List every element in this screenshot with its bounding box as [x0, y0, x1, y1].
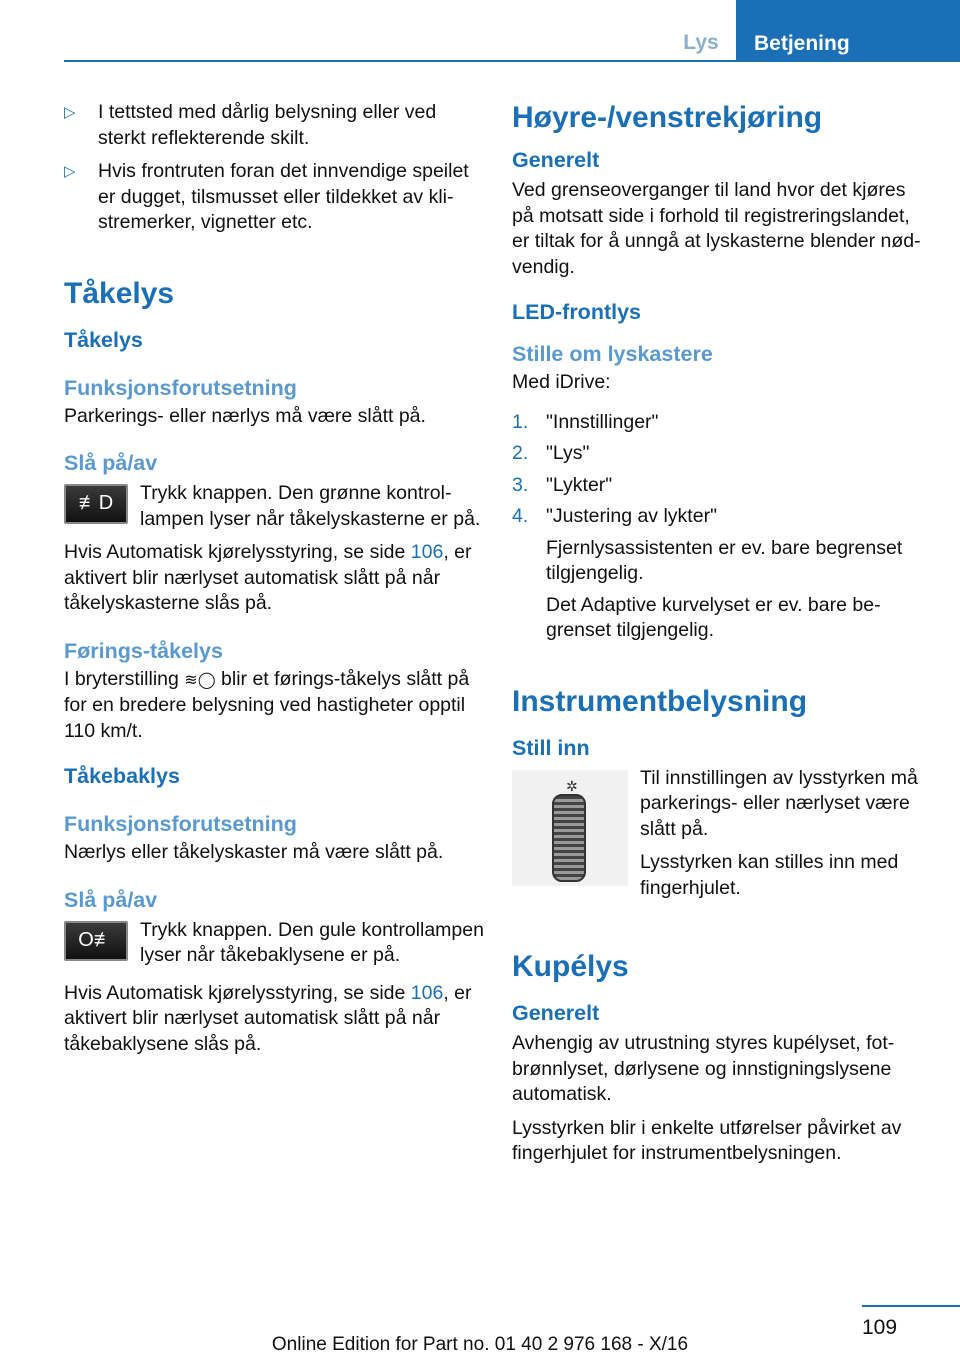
- heading-rear-fog: Tåkebaklys: [64, 764, 180, 788]
- bullet-text: I tettsted med dårlig belysning eller ved sterkt reflekterende skilt.: [98, 101, 437, 149]
- cabin-text: Avhengig av utrustning styres kupélyset, fotbrønnlyset, dørlysene og innstigningslysene automatisk.: [512, 1032, 895, 1105]
- page-link[interactable]: 106: [410, 541, 444, 563]
- sub-note: Fjernlysassistenten er ev. bare begrenset tilgjengelig.: [546, 536, 903, 584]
- front-fog-button-row: [64, 481, 484, 532]
- heading-general: Generelt: [512, 1001, 600, 1025]
- auto-light-text: Hvis Automatisk kjørelysstyring, se side 106, er aktivert blir nærlyset automatisk slått på når tåkelyskasterne slås på.: [64, 541, 472, 614]
- sub-note: Det Adaptive kurvelyset er ev. bare begrenset tilgjengelig.: [546, 593, 881, 641]
- steps-list: [512, 410, 932, 530]
- triangle-bullet-icon: ▷: [64, 104, 76, 121]
- list-item: [64, 100, 484, 151]
- list-item: 2. "Lys": [512, 442, 590, 464]
- heading-adjust: Stille om lyskastere: [512, 342, 713, 366]
- rear-fog-light-icon: O≢: [64, 921, 128, 961]
- list-item: [64, 159, 484, 236]
- cabin-text: Lysstyrken blir i enkelte utførelser påvirket av fingerhjulet for instrumentbelysningen.: [512, 1116, 902, 1164]
- set-text: Til innstillingen av lysstyrken må parkerings- eller nærlyset være slått på.: [640, 766, 918, 840]
- header-rule: [64, 60, 736, 62]
- footer-rule: [862, 1305, 960, 1307]
- brightness-icon: ✲: [566, 777, 578, 794]
- page-link[interactable]: 106: [410, 981, 444, 1004]
- heading-on-off: Slå på/av: [64, 887, 158, 912]
- chapter-tab-betjening: Betjening: [736, 0, 960, 62]
- list-item: 4. "Justering av lykter": [512, 505, 717, 527]
- heading-fog-lights: Tåkelys: [64, 276, 175, 310]
- general-text: Ved grenseoverganger til land hvor det kjøres på motsatt side i forhold til registreringslandet, er tiltak for å unngå at lyskasterne blender nødvendig.: [512, 179, 921, 278]
- thumbwheel-image: [512, 770, 628, 886]
- page-header: [64, 0, 960, 62]
- thumbwheel-icon: [552, 794, 586, 882]
- edition-text: Online Edition for Part no. 01 40 2 976 168 - X/16: [271, 1334, 689, 1355]
- thumbwheel-row: [512, 766, 932, 910]
- right-column: [512, 100, 932, 1175]
- bullet-text: Hvis frontruten foran det innvendige speilet er dugget, tilsmusset eller tildekket av klistremerker, vignetter etc.: [98, 160, 469, 233]
- idrive-text: Med iDrive:: [512, 371, 611, 393]
- heading-general: Generelt: [512, 148, 600, 172]
- set-text: Lysstyrken kan stilles inn med fingerhjulet.: [640, 851, 899, 899]
- heading-requirement: Funksjonsforutsetning: [64, 375, 297, 400]
- heading-instrument-lighting: Instrumentbelysning: [512, 684, 808, 718]
- lead-fog-text: I bryterstilling ≋◯ blir et førings-tåkelys slått på for en bredere belysning ved hastigheter opptil 110 km/t.: [64, 667, 470, 742]
- onoff-text: Trykk knappen. Den gule kontrollampen lyser når tåkebaklysene er på.: [140, 918, 484, 966]
- list-item: 1. "Innstillinger": [512, 410, 659, 433]
- auto-light-text: Hvis Automatisk kjørelysstyring, se side 106, er aktivert blir nærlyset automatisk slått på når tåkebaklysene slås på.: [64, 981, 472, 1055]
- list-item: 3. "Lykter": [512, 473, 613, 496]
- requirement-text: Parkerings- eller nærlys må være slått på.: [64, 404, 426, 427]
- left-column: [64, 100, 484, 1065]
- page-number: 109: [862, 1316, 898, 1339]
- switch-position-icon: ≋◯: [184, 671, 216, 689]
- heading-front-fog: Tåkelys: [64, 327, 143, 352]
- onoff-text: Trykk knappen. Den grønne kontrollampen lyser når tåkelyskasterne er på.: [140, 482, 481, 530]
- front-fog-light-icon: ≢D: [64, 484, 128, 524]
- heading-cabin-lights: Kupélys: [512, 950, 629, 983]
- heading-on-off: Slå på/av: [64, 451, 158, 475]
- triangle-bullet-icon: ▷: [64, 163, 76, 180]
- requirement-text: Nærlys eller tåkelyskaster må være slått på.: [64, 841, 444, 863]
- heading-drive-side: Høyre-/venstrekjøring: [512, 101, 823, 134]
- section-tab-lys: Lys: [683, 31, 719, 54]
- heading-led: LED-frontlys: [512, 300, 641, 324]
- heading-requirement: Funksjonsforutsetning: [64, 812, 297, 836]
- heading-set: Still inn: [512, 735, 590, 760]
- rear-fog-button-row: [64, 918, 484, 969]
- heading-lead-fog: Førings-tåkelys: [64, 638, 223, 663]
